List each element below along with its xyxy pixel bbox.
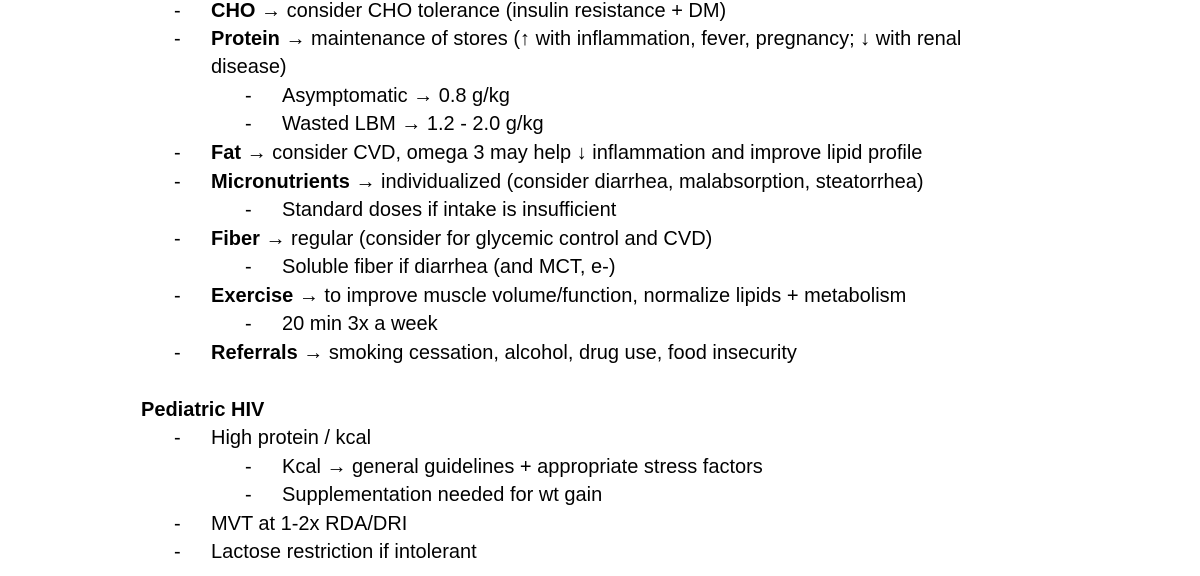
micronutrients-text: individualized (consider diarrhea, malabsorption, steatorrhea) [381,171,924,193]
section-heading: Pediatric HIV [141,399,265,421]
referrals-line [211,339,797,367]
protein-text: maintenance of stores (↑ with inflammation, fever, pregnancy; ↓ with renal [311,28,962,50]
bullet-dash: - [245,484,252,506]
bullet-dash: - [174,427,181,449]
bullet-dash: - [174,228,181,250]
fat-line [211,139,922,167]
bullet-dash: - [245,199,252,221]
bullet-dash: - [174,28,181,50]
bullet-dash: - [174,0,181,22]
bullet-dash: - [245,313,252,335]
pediatric-item-lactose: Lactose restriction if intolerant [211,541,477,563]
fiber-sub: Soluble fiber if diarrhea (and MCT, e-) [282,256,616,278]
fiber-text: regular (consider for glycemic control and CVD) [291,228,713,250]
fat-label: Fat [211,142,241,164]
bullet-dash: - [245,113,252,135]
bullet-dash: - [174,142,181,164]
protein-sub-asymptomatic: Asymptomatic → 0.8 g/kg [282,85,510,107]
arrow: → [261,0,282,22]
bullet-dash: - [174,541,181,563]
arrow: → [246,142,267,164]
cho-text: consider CHO tolerance (insulin resistance + DM) [286,0,727,22]
arrow: → [355,171,376,193]
protein-label: Protein [211,28,280,50]
exercise-sub: 20 min 3x a week [282,313,438,335]
fiber-label: Fiber [211,228,260,250]
protein-text-continued: disease) [211,56,287,78]
bullet-dash: - [174,285,181,307]
bullet-dash: - [245,85,252,107]
bullet-dash: - [174,342,181,364]
pediatric-item-mvt: MVT at 1-2x RDA/DRI [211,513,408,535]
exercise-line [211,282,906,310]
pediatric-sub-supplementation: Supplementation needed for wt gain [282,484,603,506]
bullet-dash: - [174,171,181,193]
referrals-label: Referrals [211,342,298,364]
exercise-label: Exercise [211,285,294,307]
fiber-line [211,225,712,253]
arrow: → [285,28,306,50]
arrow: → [298,285,319,307]
pediatric-sub-kcal: Kcal → general guidelines + appropriate stress factors [282,456,763,478]
cho-line [211,0,726,25]
bullet-dash: - [174,513,181,535]
pediatric-item-protein: High protein / kcal [211,427,372,449]
micronutrients-line [211,168,924,196]
fat-text: consider CVD, omega 3 may help ↓ inflammation and improve lipid profile [272,142,923,164]
protein-line [211,25,961,53]
arrow: → [303,342,324,364]
protein-sub-wasted: Wasted LBM → 1.2 - 2.0 g/kg [282,113,544,135]
bullet-dash: - [245,456,252,478]
arrow: → [265,228,286,250]
exercise-text: to improve muscle volume/function, normalize lipids + metabolism [324,285,907,307]
micronutrients-label: Micronutrients [211,171,350,193]
bullet-dash: - [245,256,252,278]
cho-label: CHO [211,0,256,22]
referrals-text: smoking cessation, alcohol, drug use, food insecurity [328,342,797,364]
micronutrients-sub: Standard doses if intake is insufficient [282,199,617,221]
